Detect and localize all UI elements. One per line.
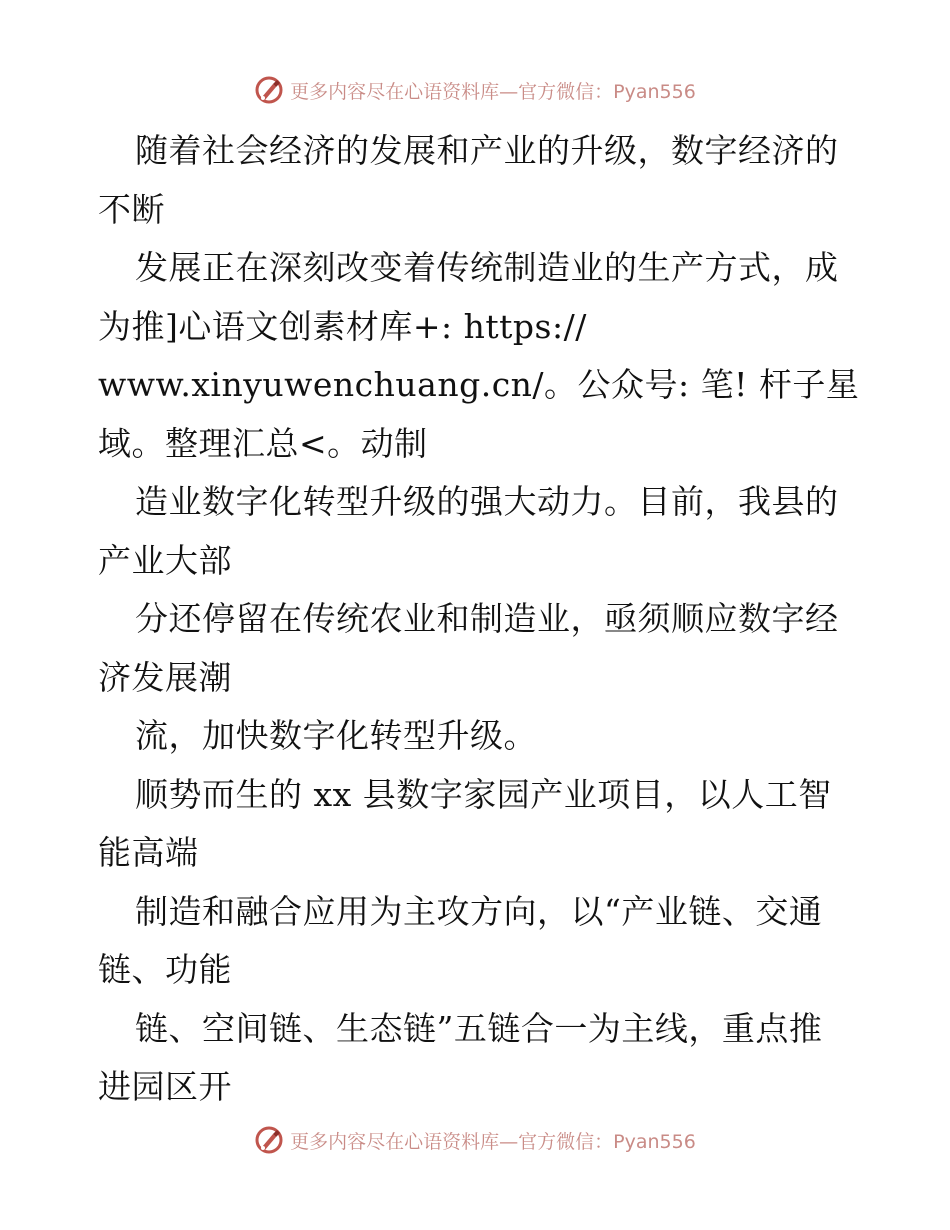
text-line: 链、功能 [98, 950, 232, 989]
text-line: 链、空间链、生态链”五链合一为主线，重点推 [135, 1008, 823, 1048]
text-line: 进园区开 [98, 1067, 232, 1106]
text-line: 顺势而生的 xx 县数字家园产业项目，以人工智 [135, 774, 832, 814]
text-line: www.xinyuwenchuang.cn/。公众号: 笔! 杆子星 [98, 365, 860, 404]
footer-watermark [0, 1120, 950, 1160]
pen-logo-icon [254, 75, 284, 105]
text-line: 分还停留在传统农业和制造业，亟须顺应数字经 [135, 599, 839, 638]
text-line: 不断 [98, 189, 165, 229]
text-line: 制造和融合应用为主攻方向，以“产业链、交通 [135, 891, 823, 931]
text-line: 随着社会经济的发展和产业的升级，数字经济的 [135, 131, 839, 170]
text-line: 为推]心语文创素材库+: https:// [98, 306, 587, 346]
header-watermark [0, 70, 950, 110]
watermark-text: 更多内容尽在心语资料库—官方微信：Pyan556 [290, 1130, 696, 1153]
watermark-text: 更多内容尽在心语资料库—官方微信：Pyan556 [290, 80, 696, 103]
text-line: 济发展潮 [98, 657, 232, 697]
text-line: 能高端 [98, 833, 199, 872]
text-line: 域。整理汇总<。动制 [98, 423, 428, 463]
pen-logo-icon [254, 1125, 284, 1155]
text-line: 造业数字化转型升级的强大动力。目前，我县的 [135, 482, 839, 521]
text-line: 发展正在深刻改变着传统制造业的生产方式，成 [135, 248, 839, 287]
text-line: 产业大部 [98, 540, 232, 580]
document-body [98, 122, 858, 1117]
text-line: 流，加快数字化转型升级。 [135, 716, 537, 755]
